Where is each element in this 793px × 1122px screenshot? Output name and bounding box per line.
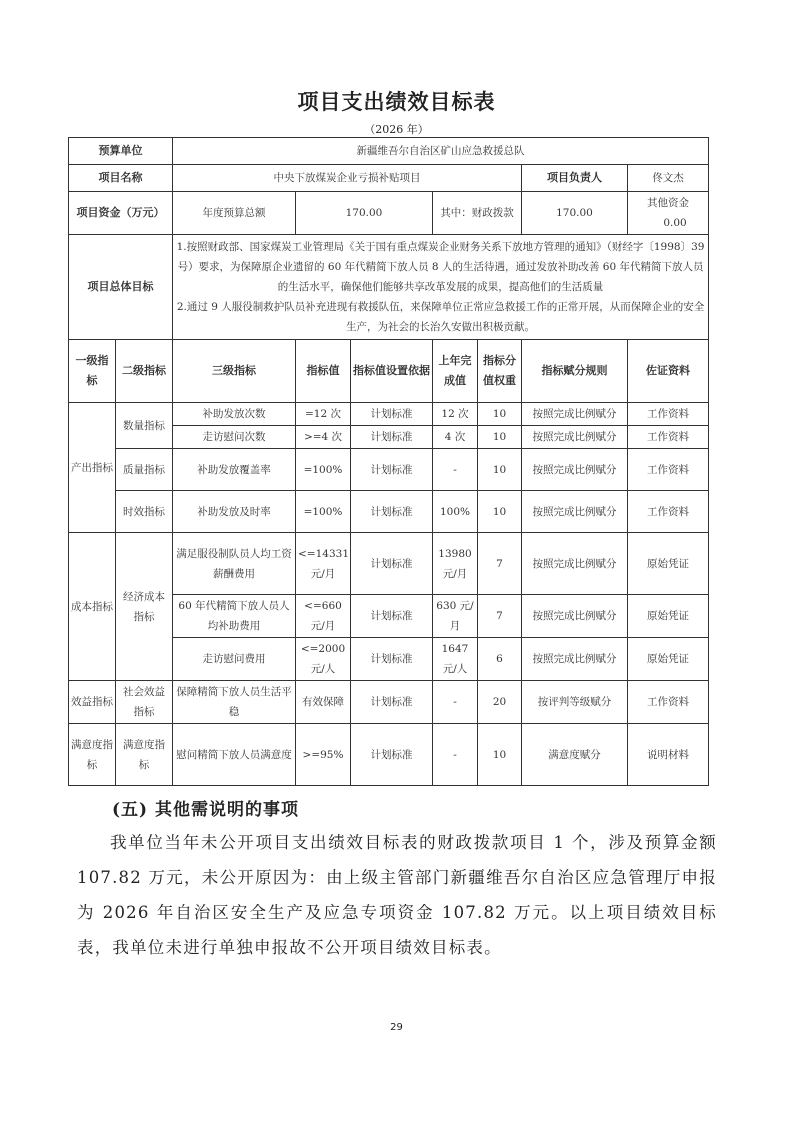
indicator-rule: 按照完成比例赋分 bbox=[522, 426, 628, 449]
indicator-value: >=4 次 bbox=[296, 426, 351, 449]
indicator-value: <=660 元/月 bbox=[296, 595, 351, 638]
other-funds-label bbox=[628, 192, 709, 235]
indicator-value: <=14331 元/月 bbox=[296, 533, 351, 595]
group-output: 产出指标 bbox=[69, 403, 116, 533]
section-paragraph: 我单位当年未公开项目支出绩效目标表的财政拨款项目 1 个，涉及预算金额 107.82 万元，未公开原因为：由上级主管部门新疆维吾尔自治区应急管理厅申报为 2026 年自治区安全生产及应急专项资金 107.82 万元。以上项目绩效目标表，我单位未进行单独申报故不公开项目绩效目标表。 bbox=[77, 833, 717, 957]
project-name-value: 中央下放煤炭企业亏损补贴项目 bbox=[173, 165, 522, 192]
indicator-weight: 10 bbox=[478, 426, 522, 449]
project-owner-value: 佟文杰 bbox=[628, 165, 709, 192]
indicator-basis: 计划标准 bbox=[351, 724, 433, 786]
indicator-last: - bbox=[433, 449, 478, 491]
other-funds-label-text: 其他资金 bbox=[647, 197, 690, 209]
project-fund-row bbox=[69, 192, 709, 235]
sub-timeliness: 时效指标 bbox=[116, 491, 173, 533]
indicator-name: 满足服役制队员人均工资薪酬费用 bbox=[173, 533, 296, 595]
header-rule: 指标赋分规则 bbox=[522, 340, 628, 403]
header-weight: 指标分值权重 bbox=[478, 340, 522, 403]
indicator-name: 走访慰问次数 bbox=[173, 426, 296, 449]
header-level2: 二级指标 bbox=[116, 340, 173, 403]
header-proof: 佐证资料 bbox=[628, 340, 709, 403]
indicator-last: 12 次 bbox=[433, 403, 478, 426]
indicator-proof: 工作资料 bbox=[628, 426, 709, 449]
header-value: 指标值 bbox=[296, 340, 351, 403]
indicator-rule: 按照完成比例赋分 bbox=[522, 595, 628, 638]
indicator-header-row bbox=[69, 340, 709, 403]
budget-unit-value: 新疆维吾尔自治区矿山应急救援总队 bbox=[173, 138, 709, 165]
budget-unit-row bbox=[69, 138, 709, 165]
indicator-rule: 按照完成比例赋分 bbox=[522, 403, 628, 426]
indicator-basis: 计划标准 bbox=[351, 449, 433, 491]
indicator-proof: 工作资料 bbox=[628, 681, 709, 724]
sub-quantity: 数量指标 bbox=[116, 403, 173, 449]
page-number: 29 bbox=[390, 1022, 403, 1033]
indicator-value: =12 次 bbox=[296, 403, 351, 426]
indicator-name: 保障精简下放人员生活平稳 bbox=[173, 681, 296, 724]
project-name-label: 项目名称 bbox=[69, 165, 173, 192]
indicator-proof: 原始凭证 bbox=[628, 533, 709, 595]
indicator-proof: 工作资料 bbox=[628, 491, 709, 533]
indicator-proof: 原始凭证 bbox=[628, 595, 709, 638]
indicator-basis: 计划标准 bbox=[351, 491, 433, 533]
header-last-year: 上年完成值 bbox=[433, 340, 478, 403]
sub-economic: 经济成本指标 bbox=[116, 533, 173, 681]
group-benefit: 效益指标 bbox=[69, 681, 116, 724]
overall-goal-label: 项目总体目标 bbox=[69, 235, 173, 340]
budget-unit-label: 预算单位 bbox=[69, 138, 173, 165]
group-cost: 成本指标 bbox=[69, 533, 116, 681]
indicator-basis: 计划标准 bbox=[351, 533, 433, 595]
table-row bbox=[69, 449, 709, 491]
indicator-weight: 10 bbox=[478, 491, 522, 533]
fiscal-funding-value: 170.00 bbox=[522, 192, 628, 235]
sub-quality: 质量指标 bbox=[116, 449, 173, 491]
sub-social: 社会效益指标 bbox=[116, 681, 173, 724]
header-level3: 三级指标 bbox=[173, 340, 296, 403]
indicator-value: =100% bbox=[296, 491, 351, 533]
indicator-weight: 10 bbox=[478, 724, 522, 786]
indicator-last: - bbox=[433, 681, 478, 724]
indicator-basis: 计划标准 bbox=[351, 638, 433, 681]
indicator-name: 60 年代精简下放人员人均补助费用 bbox=[173, 595, 296, 638]
project-fund-label: 项目资金（万元） bbox=[69, 192, 173, 235]
indicator-weight: 20 bbox=[478, 681, 522, 724]
indicator-value: =100% bbox=[296, 449, 351, 491]
goal-item-1: 1.按照财政部、国家煤炭工业管理局《关于国有重点煤炭企业财务关系下放地方管理的通知》（财经字〔1998〕39 号）要求，为保障原企业遗留的 60 年代精简下放人员 8 人的生活待遇，通过发放补助改善 60 年代精简下放人员的生活水平，确保他们能够共享改革发展的成果，提高他们的生活质量 bbox=[176, 241, 705, 293]
indicator-basis: 计划标准 bbox=[351, 426, 433, 449]
indicator-last: 630 元/月 bbox=[433, 595, 478, 638]
indicator-weight: 10 bbox=[478, 449, 522, 491]
indicator-name: 补助发放覆盖率 bbox=[173, 449, 296, 491]
indicator-last: 1647 元/人 bbox=[433, 638, 478, 681]
other-funds-value: 0.00 bbox=[663, 217, 687, 229]
indicator-last: - bbox=[433, 724, 478, 786]
performance-table bbox=[68, 137, 709, 786]
indicator-weight: 7 bbox=[478, 595, 522, 638]
indicator-name: 走访慰问费用 bbox=[173, 638, 296, 681]
indicator-rule: 按照完成比例赋分 bbox=[522, 638, 628, 681]
overall-goal-row bbox=[69, 235, 709, 340]
section-heading: (五) 其他需说明的事项 bbox=[112, 800, 300, 820]
indicator-rule: 按评判等级赋分 bbox=[522, 681, 628, 724]
overall-goal-text bbox=[173, 235, 709, 340]
annual-budget-label: 年度预算总额 bbox=[173, 192, 296, 235]
fiscal-funding-label: 其中：财政拨款 bbox=[433, 192, 522, 235]
group-satisfaction: 满意度指标 bbox=[69, 724, 116, 786]
indicator-proof: 说明材料 bbox=[628, 724, 709, 786]
indicator-weight: 10 bbox=[478, 403, 522, 426]
indicator-name: 慰问精简下放人员满意度 bbox=[173, 724, 296, 786]
indicator-basis: 计划标准 bbox=[351, 403, 433, 426]
indicator-proof: 原始凭证 bbox=[628, 638, 709, 681]
indicator-last: 100% bbox=[433, 491, 478, 533]
header-basis: 指标值设置依据 bbox=[351, 340, 433, 403]
indicator-value: <=2000 元/人 bbox=[296, 638, 351, 681]
table-year: （2026 年） bbox=[364, 123, 429, 136]
header-level1: 一级指标 bbox=[69, 340, 116, 403]
table-row bbox=[69, 491, 709, 533]
table-row bbox=[69, 403, 709, 426]
sub-satisfaction: 满意度指标 bbox=[116, 724, 173, 786]
indicator-proof: 工作资料 bbox=[628, 449, 709, 491]
annual-budget-value: 170.00 bbox=[296, 192, 433, 235]
table-row bbox=[69, 533, 709, 595]
table-title: 项目支出绩效目标表 bbox=[297, 90, 496, 114]
indicator-proof: 工作资料 bbox=[628, 403, 709, 426]
indicator-basis: 计划标准 bbox=[351, 681, 433, 724]
indicator-rule: 按照完成比例赋分 bbox=[522, 533, 628, 595]
indicator-weight: 6 bbox=[478, 638, 522, 681]
indicator-value: >=95% bbox=[296, 724, 351, 786]
indicator-last: 4 次 bbox=[433, 426, 478, 449]
indicator-weight: 7 bbox=[478, 533, 522, 595]
indicator-rule: 按照完成比例赋分 bbox=[522, 449, 628, 491]
indicator-rule: 按照完成比例赋分 bbox=[522, 491, 628, 533]
table-row bbox=[69, 681, 709, 724]
table-row bbox=[69, 724, 709, 786]
project-name-row bbox=[69, 165, 709, 192]
indicator-value: 有效保障 bbox=[296, 681, 351, 724]
indicator-name: 补助发放次数 bbox=[173, 403, 296, 426]
goal-item-2: 2.通过 9 人服役制救护队员补充进现有救援队伍，来保障单位正常应急救援工作的正常开展，从而保障企业的安全生产，为社会的长治久安做出积极贡献。 bbox=[176, 301, 705, 333]
indicator-basis: 计划标准 bbox=[351, 595, 433, 638]
indicator-last: 13980 元/月 bbox=[433, 533, 478, 595]
project-owner-label: 项目负责人 bbox=[522, 165, 628, 192]
indicator-rule: 满意度赋分 bbox=[522, 724, 628, 786]
indicator-name: 补助发放及时率 bbox=[173, 491, 296, 533]
